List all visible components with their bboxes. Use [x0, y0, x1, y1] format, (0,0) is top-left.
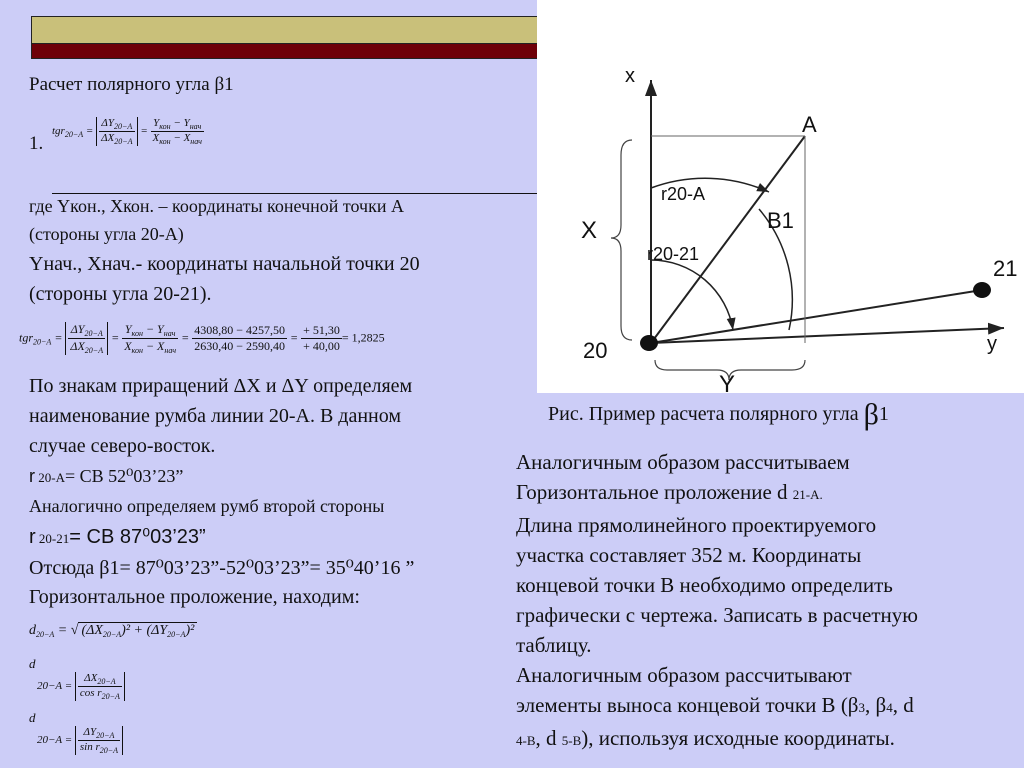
- signs-line-2: наименование румба линии 20-А. В данном: [29, 405, 402, 427]
- item-number: 1.: [29, 133, 44, 154]
- figure-caption: Рис. Пример расчета полярного угла β1: [548, 398, 889, 431]
- r2021-label: r20-21: [647, 244, 700, 264]
- formula-d-cos: d 20−A = $\frac{\Delta X_{20-A}}{\cos r_{20-A}}$: [29, 656, 125, 701]
- underline-rule: [52, 193, 538, 194]
- point-20-marker: [640, 335, 658, 351]
- x-brace: [611, 140, 632, 340]
- x-brace-label: X: [581, 217, 598, 244]
- beta-result: Отсюда β1= 87⁰03’23”-52⁰03’23”= 35⁰40’16 ”: [29, 557, 415, 579]
- formula-tg-2: tgr$_{20-A}$ = $\frac{\Delta Y_{20-A}}{\Delta X_{20-A}}$ = $\frac{Y_{кон} - Y_{нач}}{X_{кон} - X_{нач}}$ = $\frac{4308,80 - 4257,50}{2630,40 - 2590,40}$ = $\frac{+ 51,30}{+ 40,00}$ = 1,2825: [19, 322, 385, 355]
- right-line-4: участка составляет 352 м. Координаты: [516, 543, 862, 567]
- beta-label: B1: [767, 208, 794, 233]
- right-line-10: 4-В, d 5-В), используя исходные координаты.: [516, 726, 895, 750]
- right-line-1: Аналогичным образом рассчитываем: [516, 450, 850, 474]
- formula-d-sin: d 20−A = $\frac{\Delta Y_{20-A}}{\sin r_{20-A}}$: [29, 710, 123, 755]
- rumb-20-21: r 20-21= СВ 87⁰03’23”: [29, 526, 206, 548]
- point-21-label: 21: [993, 256, 1018, 281]
- right-line-9: элементы выноса концевой точки В (β3, β4, d: [516, 693, 914, 717]
- point-21-marker: [973, 282, 991, 298]
- point-20-label: 20: [583, 338, 608, 363]
- rumb-20-a: r 20-А= СВ 52⁰03’23”: [29, 466, 184, 486]
- arc-r2021: [651, 260, 733, 330]
- figure-svg: [537, 0, 1024, 393]
- where-line-4: (стороны угла 20-21).: [29, 283, 212, 305]
- signs-line-1: По знакам приращений ΔX и ΔY определяем: [29, 375, 413, 397]
- title-band-olive: [31, 16, 540, 44]
- where-line-1: где Yкон., Xкон. – координаты конечной точки А: [29, 196, 404, 216]
- slide-heading: Расчет полярного угла β1: [29, 74, 234, 95]
- polar-angle-figure: [537, 0, 1024, 393]
- title-band-maroon: [31, 43, 540, 59]
- right-text-block: [516, 447, 1016, 756]
- signs-line-3: случае северо-восток.: [29, 435, 216, 457]
- right-line-3: Длина прямолинейного проектируемого: [516, 513, 877, 537]
- x-axis-label: x: [625, 65, 635, 87]
- right-line-7: таблицу.: [516, 633, 592, 657]
- right-line-2: Горизонтальное проложение d 21-А.: [516, 480, 823, 504]
- r20a-label: r20-A: [661, 184, 706, 204]
- right-line-8: Аналогичным образом рассчитывают: [516, 663, 852, 687]
- y-axis-label: y: [987, 333, 997, 355]
- right-line-5: концевой точки В необходимо определить: [516, 573, 893, 597]
- where-line-2: (стороны угла 20-А): [29, 224, 184, 244]
- y-brace-label: Y: [719, 371, 736, 393]
- similar-line: Аналогично определяем румб второй стороны: [29, 496, 385, 516]
- formula-d-sqrt: $d_{20-A}$ = √ $(\Delta X_{20-A})^2 + (\Delta Y_{20-A})^2$: [29, 622, 197, 639]
- horiz-line: Горизонтальное проложение, находим:: [29, 586, 360, 608]
- right-line-6: графически с чертежа. Записать в расчетную: [516, 603, 918, 627]
- point-a-label: A: [802, 112, 817, 137]
- where-line-3: Yнач., Xнач.- координаты начальной точки 20: [29, 253, 420, 275]
- formula-tg-1: tgr$_{20-A}$ = $\frac{\Delta Y_{20-A}}{\Delta X_{20-A}}$ = $\frac{Y_{кон} - Y_{нач}}{X_{кон} - X_{нач}}$: [52, 117, 202, 146]
